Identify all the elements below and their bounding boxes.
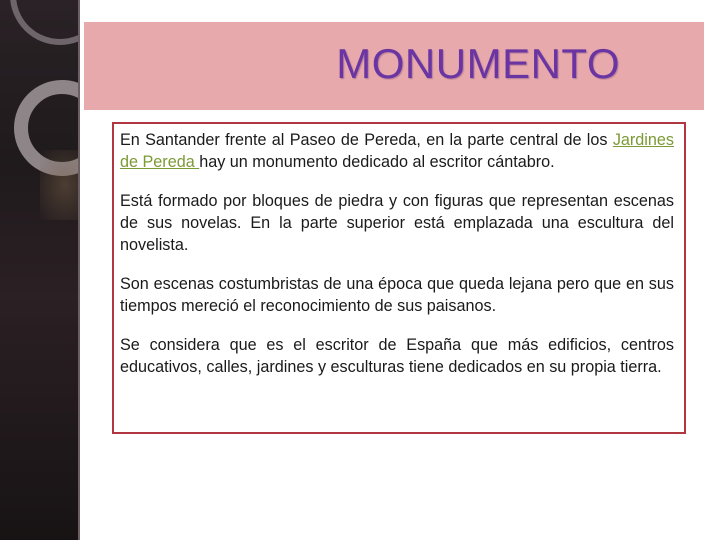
strip-divider bbox=[78, 0, 80, 540]
slide-title: MONUMENTO bbox=[336, 40, 620, 87]
paragraph-location bbox=[120, 129, 674, 173]
decorative-ring-top bbox=[10, 0, 78, 45]
jardines-de-pereda-link[interactable]: Jardines de Pereda bbox=[120, 131, 674, 171]
decorative-side-strip bbox=[0, 0, 78, 540]
decorative-glow bbox=[40, 150, 78, 220]
content-box bbox=[112, 122, 686, 434]
paragraph-location-before: En Santander frente al Paseo de Pereda, en la parte central de los bbox=[120, 131, 613, 149]
paragraph-location-after: hay un monumento dedicado al escritor cántabro. bbox=[199, 153, 555, 171]
paragraph-description: Está formado por bloques de piedra y con figuras que representan escenas de sus novelas. En la parte superior está emplazada una escultura del novelista. bbox=[120, 192, 674, 254]
paragraph-scenes: Son escenas costumbristas de una época que queda lejana pero que en sus tiempos mereció el reconocimiento de sus paisanos. bbox=[120, 275, 674, 315]
paragraph-legacy: Se considera que es el escritor de España que más edificios, centros educativos, calles, jardines y esculturas tiene dedicados en su propia tierra. bbox=[120, 336, 674, 376]
